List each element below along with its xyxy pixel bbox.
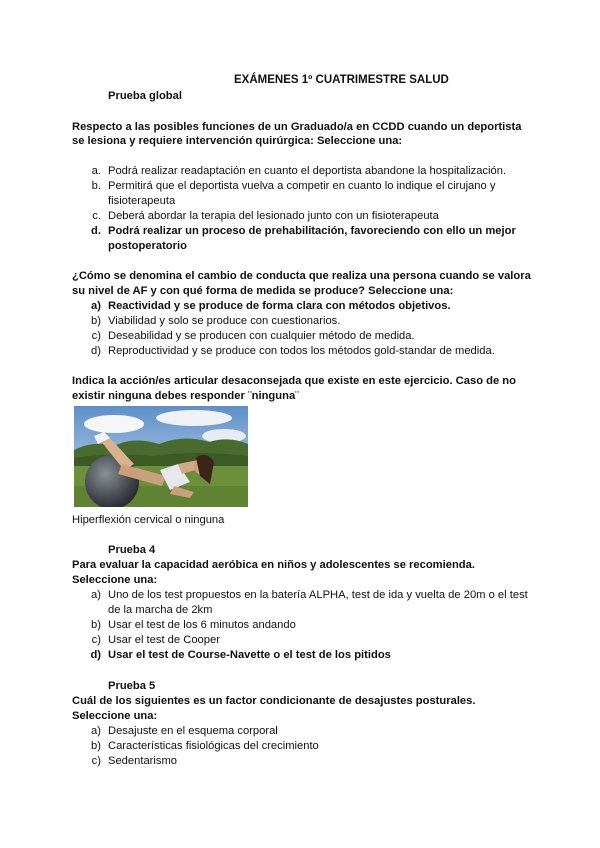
question-2-line-2: su nivel de AF y con qué forma de medida se produce? Seleccione una: (72, 285, 454, 297)
option-marker: a. (91, 165, 101, 177)
option-marker: a) (91, 725, 101, 737)
option-marker: b. (91, 180, 101, 192)
option-marker: d) (91, 345, 101, 357)
exercise-ball-photo (74, 406, 248, 507)
section-heading-prueba-4: Prueba 4 (108, 544, 156, 556)
option-text: Permitirá que el deportista vuelva a competir en cuanto lo indique el cirujano y (108, 180, 496, 192)
option-marker: a) (91, 589, 101, 601)
document-title: EXÁMENES 1º CUATRIMESTRE SALUD (234, 74, 449, 86)
question-5-line-2: Seleccione una: (72, 710, 158, 722)
option-text: Desajuste en el esquema corporal (108, 725, 278, 737)
question-1-line-2: se lesiona y requiere intervención quirúrgica: Seleccione una: (72, 135, 403, 147)
question-3-line-1: Indica la acción/es articular desaconsejada que existe en este ejercicio. Caso de no (72, 375, 516, 387)
option-text-correct: Usar el test de Course-Navette o el test de los pitidos (108, 649, 391, 661)
question-4-line-2: Seleccione una: (72, 574, 158, 586)
option-marker-correct: d) (90, 649, 101, 661)
question-3-line-2: existir ninguna debes responder ¨ninguna¨ (72, 390, 299, 402)
option-marker: c. (92, 210, 101, 222)
option-text: Podrá realizar readaptación en cuanto el deportista abandone la hospitalización. (108, 165, 507, 177)
option-marker-correct: d. (91, 225, 101, 237)
question-3-answer: Hiperflexión cervical o ninguna (72, 514, 225, 526)
section-heading-prueba-global: Prueba global (108, 90, 182, 102)
question-4-line-1: Para evaluar la capacidad aeróbica en niños y adolescentes se recomienda. (72, 559, 475, 571)
option-text: Viabilidad y solo se produce con cuestionarios. (108, 315, 341, 327)
option-text: Reproductividad y se produce con todos los métodos gold-standar de medida. (108, 345, 495, 357)
option-text-correct-continued: postoperatorio (108, 240, 187, 252)
option-text: Deberá abordar la terapia del lesionado junto con un fisioterapeuta (108, 210, 439, 222)
option-text: Sedentarismo (108, 755, 178, 767)
option-text-continued: de la marcha de 2km (108, 604, 213, 616)
question-5-line-1: Cuál de los siguientes es un factor condicionante de desajustes posturales. (72, 695, 476, 707)
option-text: Deseabilidad y se producen con cualquier método de medida. (108, 330, 415, 342)
section-heading-prueba-5: Prueba 5 (108, 680, 156, 692)
option-marker: b) (91, 740, 101, 752)
option-marker: c) (91, 755, 101, 767)
option-text: Características fisiológicas del crecimiento (108, 740, 319, 752)
option-text: Usar el test de los 6 minutos andando (108, 619, 296, 631)
option-text: Uno de los test propuestos en la batería ALPHA, test de ida y vuelta de 20m o el test (108, 589, 528, 601)
option-text-correct: Podrá realizar un proceso de prehabilitación, favoreciendo con ello un mejor (108, 225, 516, 237)
option-text-correct: Reactividad y se produce de forma clara con métodos objetivos. (108, 300, 451, 312)
option-marker: c) (91, 330, 101, 342)
question-2-line-1: ¿Cómo se denomina el cambio de conducta que realiza una persona cuando se valora (72, 270, 531, 282)
option-marker: b) (91, 315, 101, 327)
question-1-line-1: Respecto a las posibles funciones de un Graduado/a en CCDD cuando un deportista (72, 121, 522, 133)
option-text-continued: fisioterapeuta (108, 195, 176, 207)
option-marker: c) (91, 634, 101, 646)
option-text: Usar el test de Cooper (108, 634, 220, 646)
option-marker-correct: a) (91, 300, 101, 312)
option-marker: b) (91, 619, 101, 631)
